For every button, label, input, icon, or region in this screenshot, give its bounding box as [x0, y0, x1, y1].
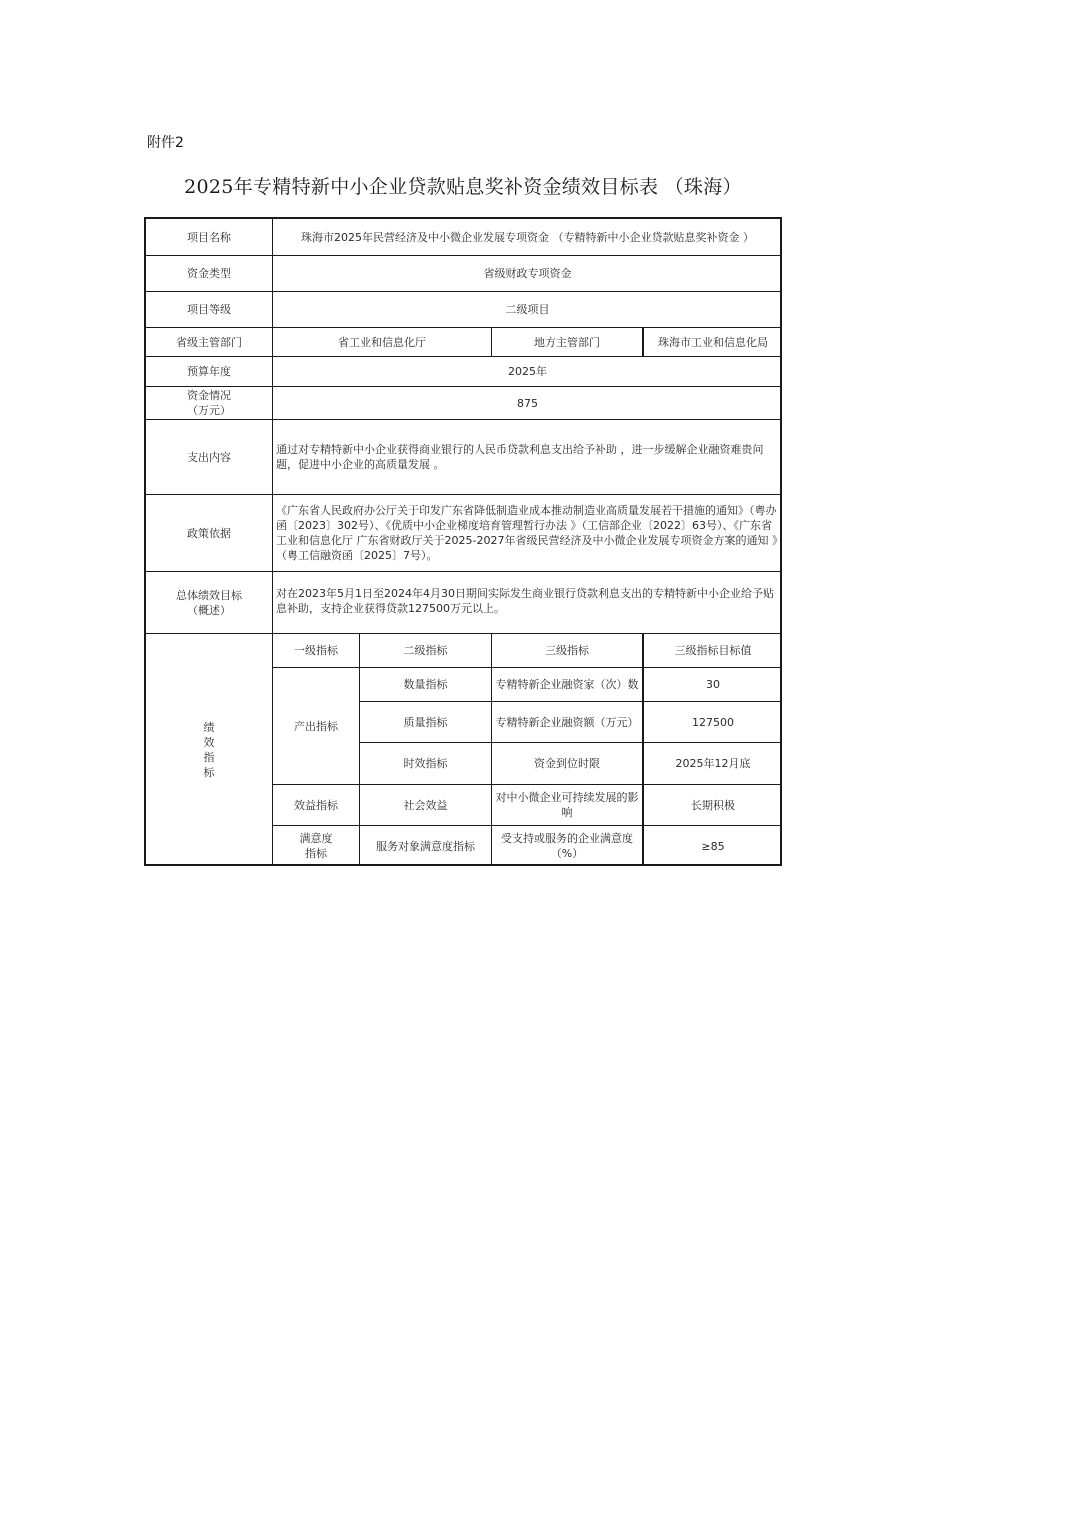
local-dept-label: 地方主管部门: [491, 327, 642, 356]
local-dept-value: 珠海市工业和信息化局: [642, 327, 782, 356]
timeliness-indicator: 时效指标: [359, 742, 491, 784]
social-benefit: 社会效益: [359, 784, 491, 825]
performance-table: [144, 217, 782, 866]
policy-value: 《广东省人民政府办公厅关于印发广东省降低制造业成本推动制造业高质量发展若干措施的通知》（粤办函〔2023〕302号）、《优质中小企业梯度培育管理暂行办法 》（工信部企业〔2022〕63号）、《广东省工业和信息化厅 广东省财政厅关于2025-2027年省级民营经济及中小微企业发展专项资金方案的通知 》（粤工信融资函〔2025〕7号）。: [272, 494, 782, 571]
social-benefit-target: 长期积极: [642, 784, 782, 825]
project-name-label: 项目名称: [187, 230, 231, 244]
spending-value: 通过对专精特新中小企业获得商业银行的人民币贷款利息支出给予补助 ，进一步缓解企业融资难贵问题，促进中小企业的高质量发展 。: [272, 419, 782, 494]
overall-goal-label: 总体绩效目标 （概述）: [146, 571, 272, 633]
timeliness-level3: 资金到位时限: [491, 742, 642, 784]
spending-label: 支出内容: [146, 419, 272, 494]
project-name-value: 珠海市2025年民营经济及中小微企业发展专项资金 （专精特新中小企业贷款贴息奖补资金 ）: [272, 219, 782, 255]
indicators-section-label: 绩 效 指 标: [146, 633, 272, 866]
output-indicator-label: 产出指标: [272, 667, 359, 784]
fund-type-label: 资金类型: [146, 255, 272, 291]
budget-year-value: 2025年: [272, 356, 782, 386]
quality-level3: 专精特新企业融资额（万元）: [491, 701, 642, 742]
indicator-header-level3: 三级指标: [491, 633, 642, 667]
project-level-value: 二级项目: [272, 291, 782, 327]
quality-indicator: 质量指标: [359, 701, 491, 742]
social-benefit-level3: 对中小微企业可持续发展的影响: [491, 784, 642, 825]
budget-year-label: 预算年度: [146, 356, 272, 386]
timeliness-target: 2025年12月底: [642, 742, 782, 784]
indicator-header-level2: 二级指标: [359, 633, 491, 667]
benefit-indicator-label: 效益指标: [272, 784, 359, 825]
quantity-level3: 专精特新企业融资家（次）数: [491, 667, 642, 701]
provincial-dept-value: 省工业和信息化厅: [272, 327, 491, 356]
fund-type-value: 省级财政专项资金: [272, 255, 782, 291]
funds-value: 875: [272, 386, 782, 419]
funds-label: 资金情况 （万元）: [146, 386, 272, 419]
satisfaction-target: ≥85: [642, 825, 782, 866]
overall-goal-value: 对在2023年5月1日至2024年4月30日期间实际发生商业银行贷款利息支出的专精特新中小企业给予贴息补助，支持企业获得贷款127500万元以上。: [272, 571, 782, 633]
policy-label: 政策依据: [146, 494, 272, 571]
attachment-label: 附件2: [147, 135, 184, 151]
provincial-dept-label: 省级主管部门: [146, 327, 272, 356]
page-title: 2025年专精特新中小企业贷款贴息奖补资金绩效目标表 （珠海）: [184, 176, 742, 198]
satisfaction-level3: 受支持或服务的企业满意度（%）: [491, 825, 642, 866]
project-level-label: 项目等级: [146, 291, 272, 327]
quantity-target: 30: [642, 667, 782, 701]
indicator-header-level1: 一级指标: [272, 633, 359, 667]
quantity-indicator: 数量指标: [359, 667, 491, 701]
quality-target: 127500: [642, 701, 782, 742]
satisfaction-level2: 服务对象满意度指标: [359, 825, 491, 866]
satisfaction-indicator-label: 满意度 指标: [272, 825, 359, 866]
indicator-header-target: 三级指标目标值: [642, 633, 782, 667]
